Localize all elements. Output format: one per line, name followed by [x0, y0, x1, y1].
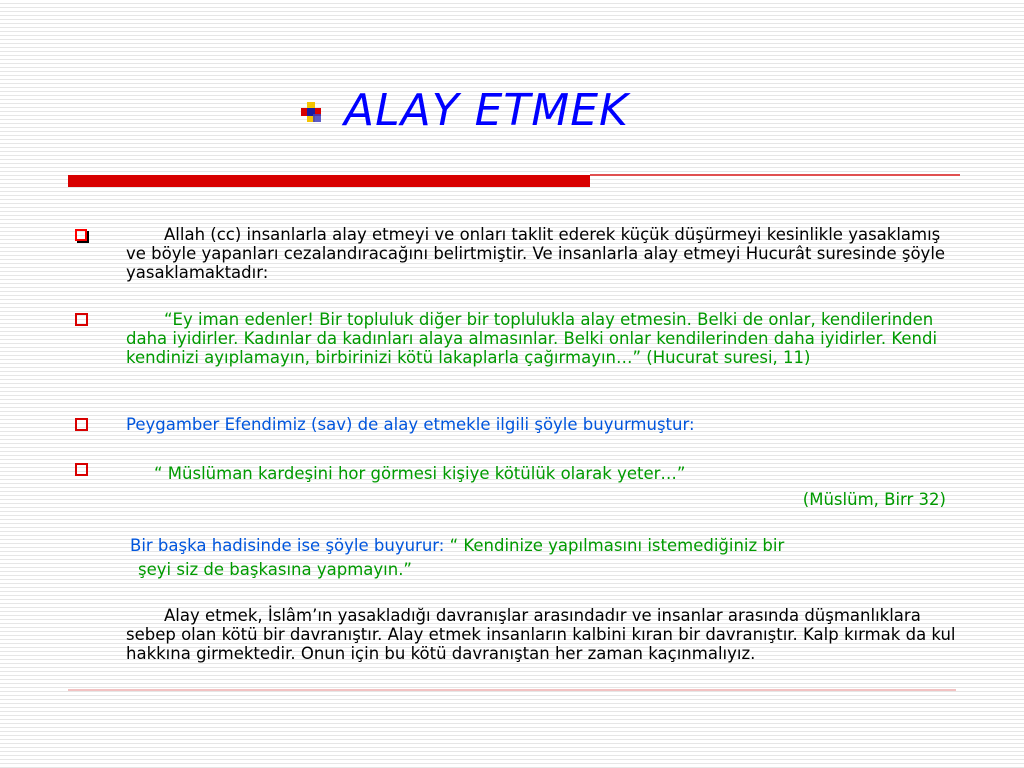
paragraph-2-text: “Ey iman edenler! Bir topluluk diğer bir toplulukla alay etmesin. Belki de onlar, kendilerinden daha iyidirler. Kadınlar da kadınları alaya almasınlar. Belki onlar kendilerinden daha iyidirler. Kendi kendinizi ayıplamayın, birbirinizi kötü lakaplarla çağırmayın…” (Hucurat suresi, 11) [126, 310, 938, 367]
paragraph-4-source: (Müslüm, Birr 32) [802, 490, 946, 509]
paragraph-5 [130, 534, 960, 582]
paragraph-1-text: Allah (cc) insanlarla alay etmeyi ve onları taklit ederek küçük düşürmeyi kesinlikle yasaklamış ve böyle yapanları cezalandıracağını belirtmiştir. Ve insanlarla alay etmeyi Hucurât suresinde şöyle yasaklamaktadır: [126, 225, 946, 282]
paragraph-4 [126, 461, 956, 513]
paragraph-5-intro: Bir başka hadisinde ise şöyle buyurur: [130, 536, 445, 555]
paragraph-1 [126, 225, 956, 282]
hollow-square-bullet-icon [75, 313, 88, 326]
paragraph-6-text: Alay etmek, İslâm’ın yasakladığı davranışlar arasındadır ve insanlar arasında düşmanlıklara sebep olan kötü bir davranıştır. Alay etmek insanların kalbini kıran bir davranıştır. Kalp kırmak da kul hakkına girmektedir. Onun için bu kötü davranıştan her zaman kaçınmalıyız. [126, 606, 956, 663]
paragraph-4-text: “ Müslüman kardeşini hor görmesi kişiye kötülük olarak yeter…” [154, 464, 686, 483]
paragraph-5-text-line2: şeyi siz de başkasına yapmayın.” [138, 560, 412, 579]
title-area [300, 80, 629, 140]
paragraph-2 [126, 310, 956, 367]
paragraph-3 [126, 415, 956, 434]
paragraph-5-text: “ Kendinize yapılmasını istemediğiniz bir [449, 536, 785, 555]
footer-rule [68, 689, 956, 691]
hollow-square-bullet-icon [75, 418, 88, 431]
hollow-square-bullet-icon [75, 463, 88, 476]
paragraph-3-text: Peygamber Efendimiz (sav) de alay etmekle ilgili şöyle buyurmuştur: [126, 415, 695, 434]
title-underline-red [68, 175, 590, 187]
colored-square-bullet-icon [300, 101, 322, 123]
filled-square-bullet-icon [75, 229, 87, 241]
slide-title: ALAY ETMEK [344, 84, 629, 136]
paragraph-6 [126, 606, 956, 663]
title-underline-thin [590, 174, 960, 176]
